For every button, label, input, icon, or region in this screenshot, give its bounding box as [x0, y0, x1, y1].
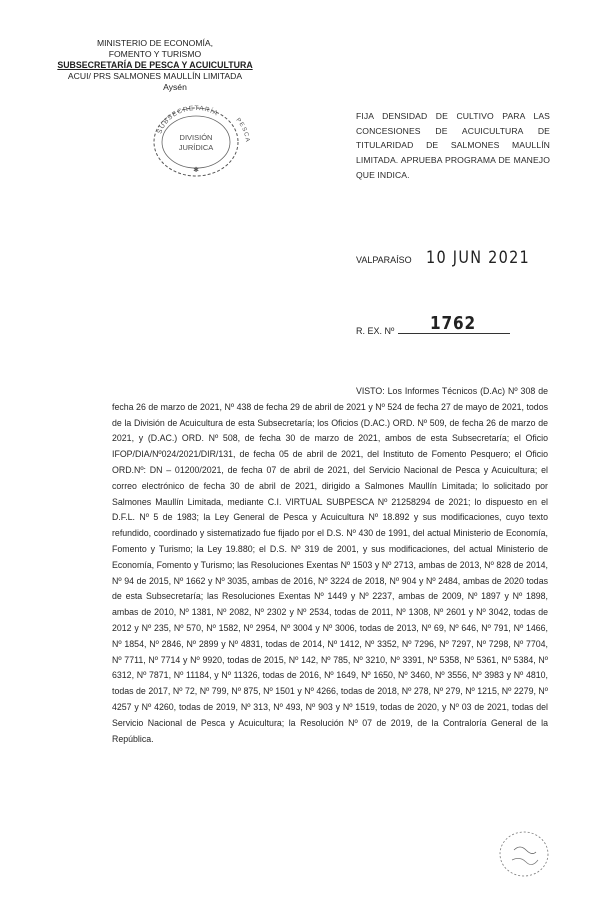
date-line — [356, 248, 548, 268]
stamp-top-text: SUBSECRETARÍA — [156, 104, 220, 135]
initials-seal — [494, 824, 554, 884]
date-place: VALPARAÍSO — [356, 255, 412, 265]
letterhead — [40, 38, 270, 93]
visto-paragraph: VISTO: Los Informes Técnicos (D.Ac) Nº 308 de fecha 26 de marzo de 2021, Nº 438 de fecha 29 de abril de 2021 y Nº 524 de fecha 27 de mayo de 2021, todos de la División de Acuicultura de esta Subsecretaría; los Oficios (D.AC.) ORD. Nº 509, de fecha 26 de marzo de 2021, y (D.AC.) ORD. Nº 508, de fecha 30 de marzo de 2021, ambos de esta Subsecretaría; el Oficio IFOP/DIA/Nº024/2021/DIR/131, de fecha 05 de abril de 2021, del Instituto de Fomento Pesquero; el Oficio ORD.Nº: DN – 01200/2021, de fecha 07 de abril de 2021, del Servicio Nacional de Pesca y Acuicultura; el correo electrónico de fecha 30 de abril de 2021, dirigido a Salmones Maullín Limitada; lo solicitado por Salmones Maullín Limitada, mediante C.I. VIRTUAL SUBPESCA Nº 21258294 de 2021; lo dispuesto en el D.F.L. Nº 5 de 1983; la Ley General de Pesca y Acuicultura Nº 18.892 y sus modificaciones, cuyo texto refundido, coordinado y sistematizado fue fijado por el D.S. Nº 430 de 1991, del actual Ministerio de Economía, Fomento y Turismo; la Ley 19.880; el D.S. Nº 319 de 2001, y sus modificaciones, del actual Ministerio de Economía, Fomento y Turismo; las Resoluciones Exentas Nº 1503 y Nº 2713, ambas de 2013, Nº 828 de 2014, Nº 94 de 2015, Nº 1662 y Nº 3035, ambas de 2016, Nº 3224 de 2018, Nº 904 y Nº 2484, ambas de 2020 todas de esta Subsecretaría; las Resoluciones Exentas Nº 1449 y Nº 2237, ambas de 2009, Nº 1897 y Nº 1898, ambas de 2010, Nº 1381, Nº 2082, Nº 2302 y Nº 2534, todas de 2011, Nº 1308, Nº 2601 y Nº 3042, todas de 2012 y Nº 235, Nº 570, Nº 1582, Nº 2954, Nº 3004 y Nº 3006, todas de 2013, Nº 69, Nº 646, Nº 791, Nº 1466, Nº 1854, Nº 2846, Nº 2899 y Nº 4831, todas de 2014, Nº 1412, Nº 3352, Nº 7296, Nº 7297, Nº 7298, Nº 7704, Nº 7711, Nº 7714 y Nº 9920, todas de 2015, Nº 142, Nº 785, Nº 3210, Nº 3391, Nº 5358, Nº 5361, Nº 5384, Nº 6312, Nº 7871, Nº 11184, y Nº 11326, todas de 2016, Nº 1649, Nº 1650, Nº 3460, Nº 3556, Nº 3983 y Nº 4810, todas de 2017, Nº 72, Nº 799, Nº 875, Nº 1501 y Nº 4266, todas de 2018, Nº 278, Nº 279, Nº 1215, Nº 2279, Nº 4257 y Nº 4260, todas de 2019, Nº 313, Nº 493, Nº 903 y Nº 1519, todas de 2020, y Nº 03 de 2021, todas del Servicio Nacional de Pesca y Acuicultura; la Resolución Nº 07 de 2019, de la Contraloría General de la República. — [112, 386, 548, 744]
ministry-line-1: MINISTERIO DE ECONOMÍA, — [96, 38, 214, 48]
date-value: 10 JUN 2021 — [425, 248, 530, 268]
resolution-label: R. EX. Nº — [356, 326, 395, 336]
resolution-title: FIJA DENSIDAD DE CULTIVO PARA LAS CONCESIONES DE ACUICULTURA DE TITULARIDAD DE SALMONES MAULLÍN LIMITADA. APRUEBA PROGRAMA DE MANEJO QUE INDICA. — [356, 111, 550, 180]
resolution-number-underline — [398, 313, 510, 334]
ministry-line-2: FOMENTO Y TURISMO — [108, 49, 202, 59]
stamp-center-line-2: JURÍDICA — [178, 143, 214, 152]
svg-text:PESCA — [234, 117, 250, 143]
file-reference: ACUI/ PRS SALMONES MAULLÍN LIMITADA — [67, 71, 243, 81]
resolution-number-line — [356, 313, 510, 336]
division-stamp-seal — [140, 100, 252, 180]
resolution-number: 1762 — [430, 313, 477, 334]
stamp-side-text: PESCA — [234, 117, 251, 144]
stamp-star-icon: ✱ — [193, 167, 199, 174]
region-label: Aysén — [163, 82, 187, 92]
subsecretaria-name: SUBSECRETARÍA DE PESCA Y ACUICULTURA — [57, 60, 253, 70]
stamp-center-line-1: DIVISIÓN — [179, 133, 213, 142]
